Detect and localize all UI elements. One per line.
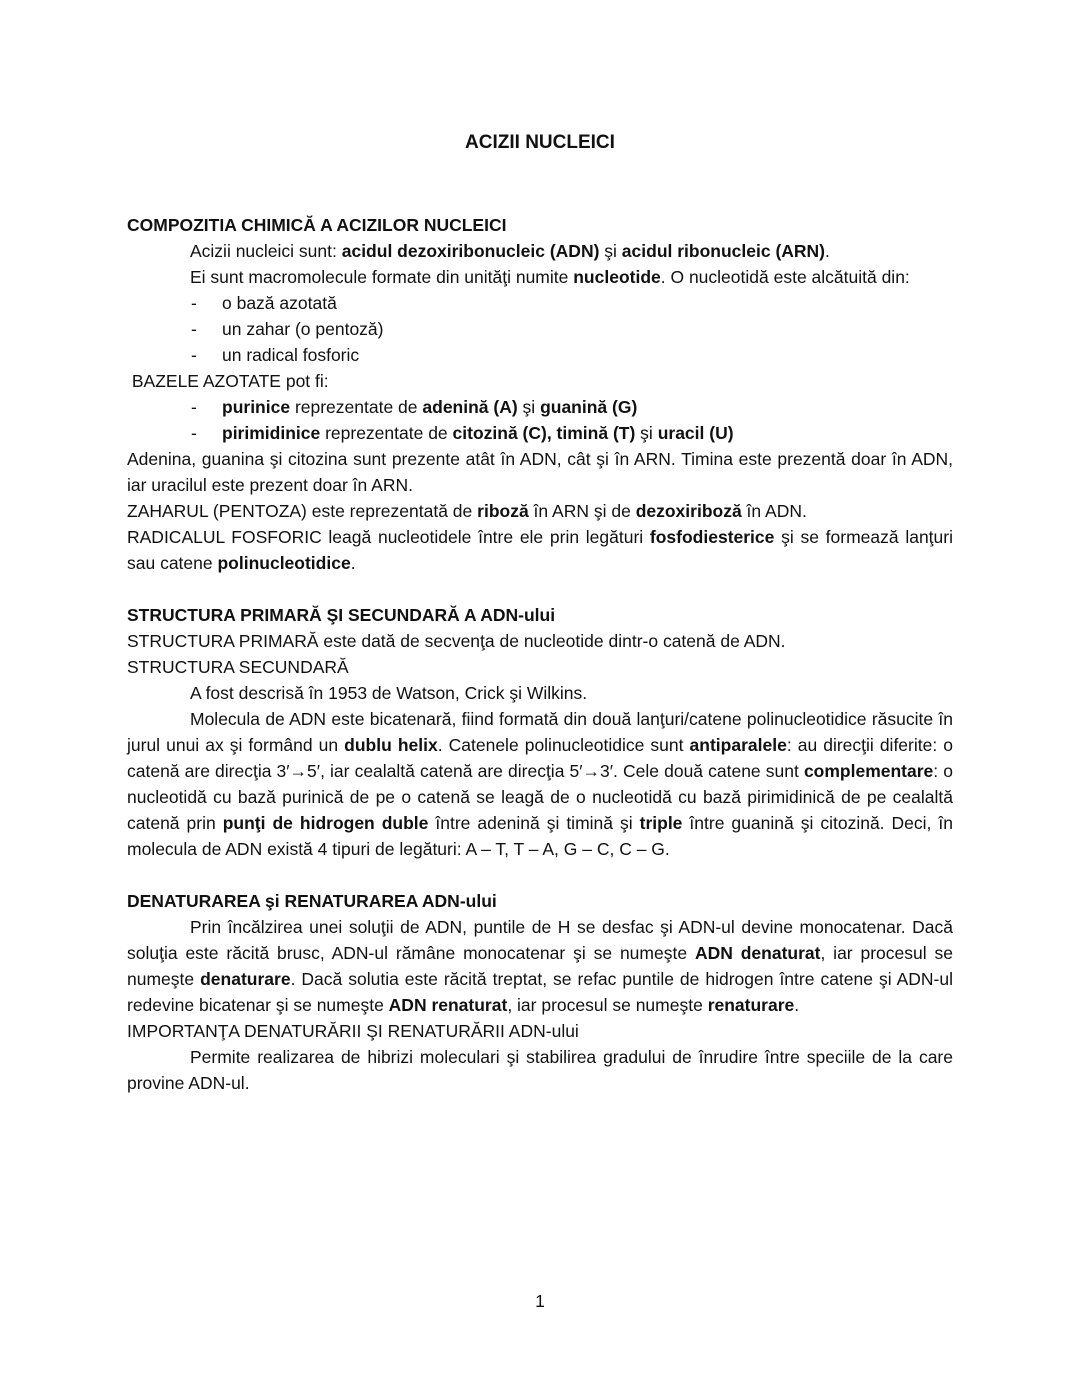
paragraph-nucleotide-definition: Ei sunt macromolecule formate din unităţi numite nucleotide. O nucleotidă este alcătuită din:	[190, 267, 910, 287]
list-item-purine: - purinice reprezentate de adenină (A) şi guanină (G)	[127, 394, 953, 420]
section-gap	[127, 862, 953, 888]
section-gap	[127, 576, 953, 602]
paragraph-phosphate: RADICALUL FOSFORIC leagă nucleotidele între ele prin legături fosfodiesterice şi se formează lanţuri sau catene polinucleotidice.	[127, 527, 953, 573]
nucleotide-components-list	[127, 290, 953, 368]
paragraph-double-helix: Molecula de ADN este bicatenară, fiind formată din două lanţuri/catene polinucleotidice răsucite în jurul unui ax şi formând un dublu helix. Catenele polinucleotidice sunt antiparalele: au direcţii diferite: o catenă are direcţia 3′→5′, iar cealaltă catenă are direcţia 5′→3′. Cele două catene sunt complementare: o nucleotidă cu bază purinică de pe o catenă se leagă de o nucleotidă cu bază pirimidinică de pe cealaltă catenă prin punţi de hidrogen duble între adenină şi timină şi triple între guanină şi citozină. Deci, în molecula de ADN există 4 tipuri de legături: A – T, T – A, G – C, C – G.	[127, 709, 953, 859]
paragraph-nucleic-acids-types: Acizii nucleici sunt: acidul dezoxiribonucleic (ADN) şi acidul ribonucleic (ARN).	[190, 241, 830, 261]
paragraph-discovery: A fost descrisă în 1953 de Watson, Crick şi Wilkins.	[190, 683, 588, 703]
section-heading-chemical-composition: COMPOZITIA CHIMICĂ A ACIZILOR NUCLEICI	[127, 215, 507, 235]
page-content	[127, 130, 953, 1096]
paragraph-pentose: ZAHARUL (PENTOZA) este reprezentată de riboză în ARN şi de dezoxiriboză în ADN.	[127, 501, 807, 521]
paragraph-denaturation-process: Prin încălzirea unei soluţii de ADN, puntile de H se desfac şi ADN-ul devine monocatenar. Dacă soluţia este răcită brusc, ADN-ul rămâne monocatenar şi se numeşte ADN denaturat, iar procesul se numeşte denaturare. Dacă solutia este răcită treptat, se refac puntile de hidrogen între catene şi ADN-ul redevine bicatenar şi se numeşte ADN renaturat, iar procesul se numeşte renaturare.	[127, 917, 953, 1015]
list-item: - un radical fosforic	[127, 342, 953, 368]
paragraph-importance: Permite realizarea de hibrizi moleculari şi stabilirea gradului de înrudire între speciile de la care provine ADN-ul.	[127, 1047, 953, 1093]
list-item-pyrimidine: - pirimidinice reprezentate de citozină (C), timină (T) şi uracil (U)	[127, 420, 953, 446]
section-heading-dna-structure: STRUCTURA PRIMARĂ ŞI SECUNDARĂ A ADN-ului	[127, 605, 556, 625]
nitrogen-bases-list	[127, 394, 953, 446]
paragraph-importance-label: IMPORTANŢA DENATURĂRII ŞI RENATURĂRII ADN-ului	[127, 1021, 579, 1041]
list-item: - un zahar (o pentoză)	[127, 316, 953, 342]
page-number: 1	[535, 1291, 545, 1311]
paragraph-bases-presence: Adenina, guanina şi citozina sunt prezente atât în ADN, cât şi în ARN. Timina este prezentă doar în ADN, iar uracilul este prezent doar în ARN.	[127, 449, 953, 495]
section-heading-denaturation: DENATURAREA şi RENATURAREA ADN-ului	[127, 891, 497, 911]
paragraph-secondary-structure-label: STRUCTURA SECUNDARĂ	[127, 657, 349, 677]
list-item: - o bază azotată	[127, 290, 953, 316]
page-title: ACIZII NUCLEICI	[465, 132, 615, 153]
paragraph-bases-intro: BAZELE AZOTATE pot fi:	[127, 371, 329, 391]
paragraph-primary-structure: STRUCTURA PRIMARĂ este dată de secvenţa de nucleotide dintr-o catenă de ADN.	[127, 631, 786, 651]
